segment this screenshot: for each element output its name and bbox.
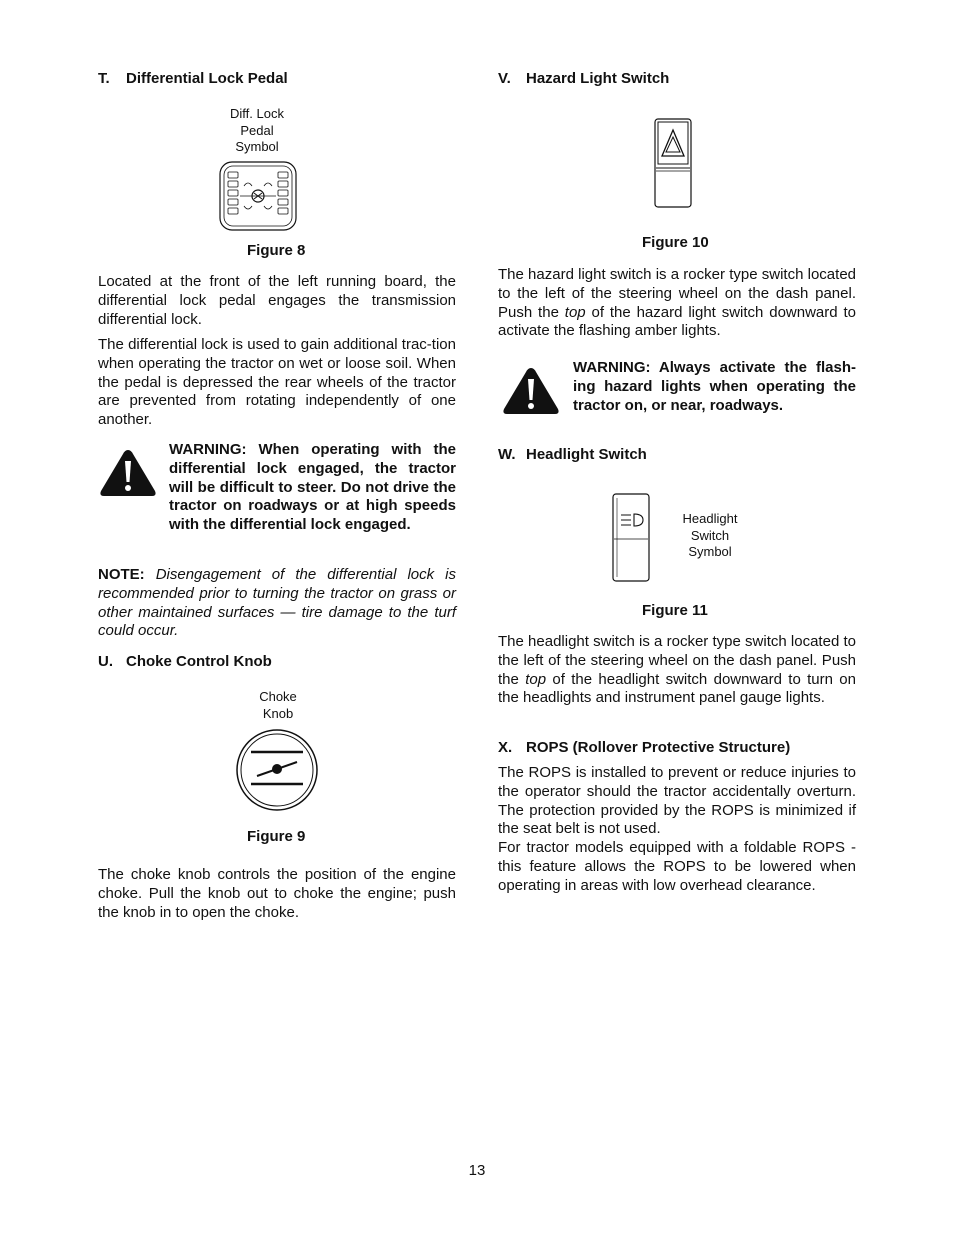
section-u-heading: U. Choke Control Knob (98, 653, 272, 670)
section-w-heading: W. Headlight Switch (498, 446, 647, 463)
t-paragraph-2: The differential lock is used to gain additional trac-tion when operating the tractor on wet or loose soil. When the pedal is depressed the rear wheels of the tractor are prevented from rotating independently of one another. (98, 336, 456, 429)
x-paragraph-1: The ROPS is installed to prevent or reduce injuries to the operator should the tractor accidentally overturn. The protection provided by the ROPS is minimized if the seat belt is not used. (498, 764, 856, 838)
fig9-label: Choke Knob (259, 689, 297, 721)
section-x-heading: X. ROPS (Rollover Protective Structure) (498, 739, 791, 756)
u-paragraph-1: The choke knob controls the position of the engine choke. Pull the knob out to choke the engine; push the knob in to open the choke. (98, 866, 456, 921)
fig10-caption: Figure 10 (642, 234, 709, 251)
w-paragraph-1: The headlight switch is a rocker type switch located to the left of the steering wheel on the dash panel. Push the top of the headlight switch downward to turn on the headlights and instrument panel gauge lights. (498, 633, 856, 707)
fig11-caption: Figure 11 (642, 602, 708, 619)
t-paragraph-1: Located at the front of the left running board, the differential lock pedal engages the transmission differential lock. (98, 273, 456, 328)
warning-icon (98, 447, 158, 499)
section-v-heading: V. Hazard Light Switch (498, 70, 670, 87)
fig8-caption: Figure 8 (247, 242, 306, 259)
fig9-caption: Figure 9 (247, 828, 306, 845)
page-number: 13 (468, 1162, 486, 1179)
warning-2-text: WARNING: Always activate the flash-ing hazard lights when operating the tractor on, or near, roadways. (573, 359, 856, 414)
note-label: NOTE: (98, 566, 145, 583)
fig11-label: Headlight Switch Symbol (682, 511, 738, 559)
note-text: Disengagement of the differential lock is recommended prior to turning the tractor on grass or other maintained surfaces — tire damage to the turf could occur. (98, 566, 456, 640)
section-t-heading: T. Differential Lock Pedal (98, 70, 288, 87)
choke-knob-icon (235, 728, 319, 812)
warning-icon (501, 365, 561, 417)
warning-1-text: WARNING: When operating with the differential lock engaged, the tractor will be difficult to steer. Do not drive the tractor on roadways or at high speeds with the differential lock engaged. (169, 441, 456, 534)
headlight-switch-icon (612, 493, 652, 583)
note-paragraph (98, 566, 456, 641)
hazard-switch-icon (654, 118, 692, 208)
x-paragraph-2: For tractor models equipped with a foldable ROPS - this feature allows the ROPS to be lowered when operating in areas with low overhead clearance. (498, 839, 856, 894)
diff-lock-symbol-icon (218, 160, 298, 232)
v-paragraph-1: The hazard light switch is a rocker type switch located to the left of the steering wheel on the dash panel. Push the top of the hazard light switch downward to activate the flashing amber lights. (498, 266, 856, 340)
fig8-label: Diff. Lock Pedal Symbol (230, 106, 284, 154)
